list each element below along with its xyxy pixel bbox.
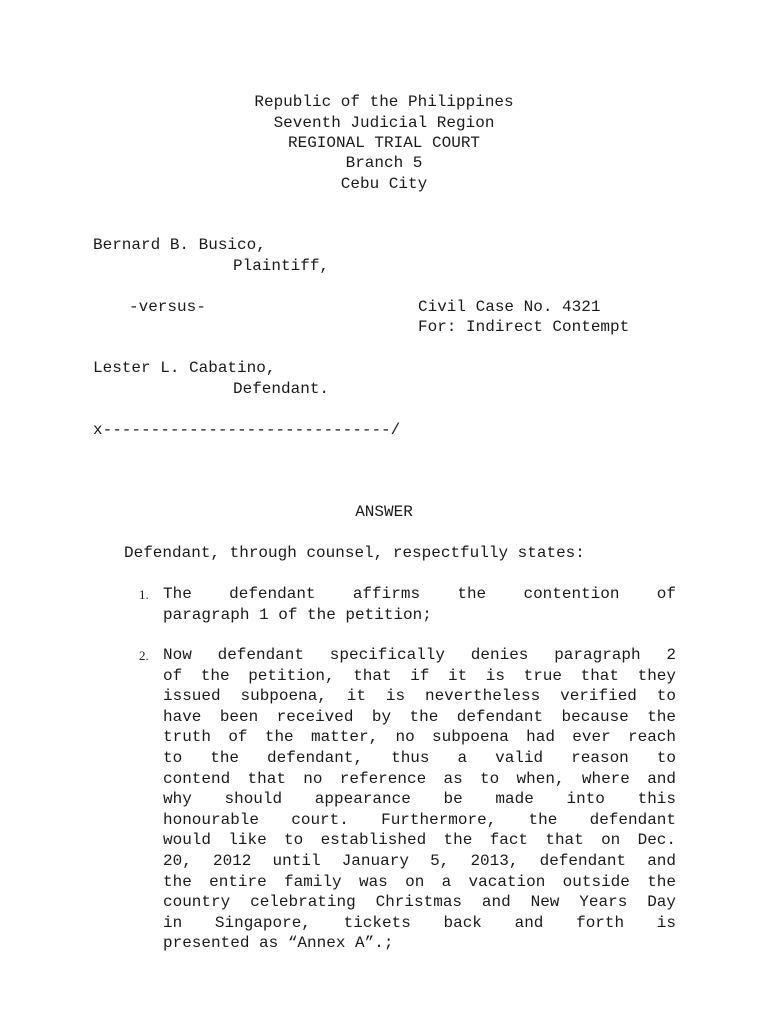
list-item <box>163 584 676 625</box>
paragraph-line: presented as “Annex A”.; <box>163 934 394 953</box>
defendant-role: Defendant. <box>233 380 330 398</box>
paragraph-line: truth of the matter, no subpoena had ever reach <box>163 728 676 747</box>
paragraph-line: would like to established the fact that on Dec. <box>163 831 676 850</box>
paragraph-line: The defendant affirms the contention of <box>163 585 676 603</box>
defendant-name: Lester L. Cabatino, <box>93 359 276 377</box>
intro-text: Defendant, through counsel, respectfully states: <box>124 544 585 562</box>
paragraph-line: 20, 2012 until January 5, 2013, defendant and <box>163 851 676 870</box>
paragraph-line: contend that no reference as to when, where and <box>163 769 676 788</box>
header-city: Cebu City <box>340 175 428 193</box>
paragraph-line: issued subpoena, it is nevertheless verified to <box>163 687 676 706</box>
paragraph-line: of the petition, that if it is true that they <box>163 666 676 685</box>
list-item <box>163 645 676 954</box>
paragraph-line: in Singapore, tickets back and forth is <box>163 913 676 932</box>
case-subject: For: Indirect Contempt <box>418 318 630 336</box>
plaintiff-role: Plaintiff, <box>233 257 330 275</box>
paragraph-line: the entire family was on a vacation outside the <box>163 872 676 891</box>
paragraph-line: have been received by the defendant because the <box>163 707 676 726</box>
document-title: ANSWER <box>355 503 413 521</box>
plaintiff-name: Bernard B. Busico, <box>93 236 266 254</box>
paragraph-line: why should appearance be made into this <box>163 790 676 809</box>
item-number: 2. <box>139 648 149 663</box>
header-judicial-region: Seventh Judicial Region <box>273 114 495 132</box>
header-branch: Branch 5 <box>345 154 423 172</box>
paragraph-line: paragraph 1 of the petition; <box>163 605 432 624</box>
versus-label: -versus- <box>129 298 206 316</box>
caption-separator: x------------------------------/ <box>93 421 401 439</box>
header-republic: Republic of the Philippines <box>254 93 514 111</box>
paragraph-line: Now defendant specifically denies paragraph 2 <box>163 646 676 664</box>
paragraph-line: country celebrating Christmas and New Years Day <box>163 893 676 912</box>
item-number: 1. <box>139 587 149 602</box>
paragraph-line: honourable court. Furthermore, the defendant <box>163 810 676 829</box>
paragraph-line: to the defendant, thus a valid reason to <box>163 748 676 767</box>
case-number: Civil Case No. 4321 <box>418 298 601 316</box>
header-court: REGIONAL TRIAL COURT <box>287 134 481 152</box>
